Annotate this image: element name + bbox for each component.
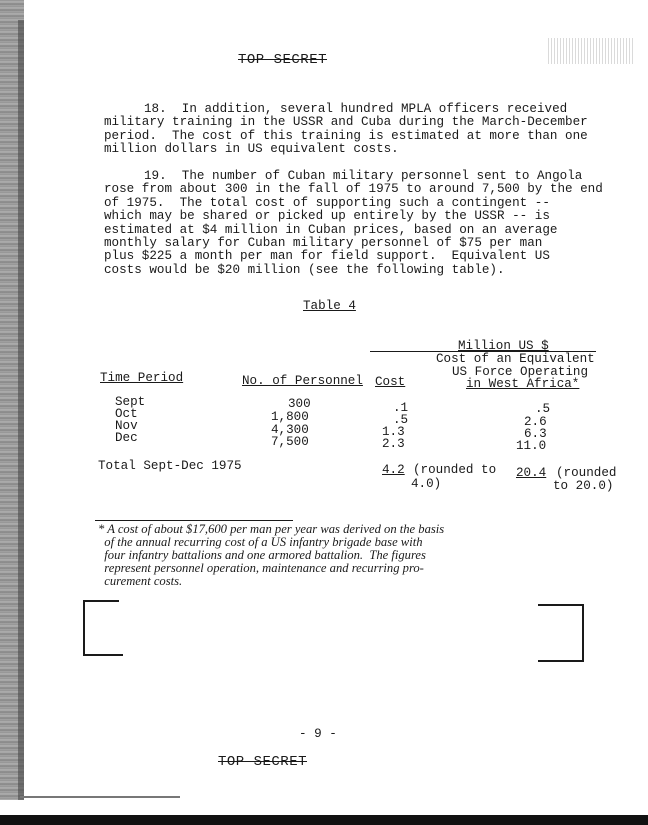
paragraph-line: costs would be $20 million (see the following table). [104, 262, 505, 277]
total-cost-note: (rounded to [413, 463, 497, 477]
row-period: Dec [115, 431, 138, 445]
scan-edge-line [20, 796, 180, 798]
footnote-line: curement costs. [98, 574, 183, 588]
paragraph-line: million dollars in US equivalent costs. [104, 142, 399, 157]
footnote-line: four infantry battalions and one armored battalion. The figures [98, 548, 426, 562]
scan-noise [548, 38, 634, 64]
scan-bottom-border [0, 815, 648, 825]
row-cost: 2.3 [382, 437, 405, 451]
row-equivalent: 11.0 [516, 439, 547, 453]
row-equivalent: 6.3 [524, 427, 547, 441]
paragraph-line: 19. The number of Cuban military personnel sent to Angola [144, 169, 583, 183]
paragraph-line: monthly salary for Cuban military personnel of $75 per man [104, 236, 543, 251]
row-cost: .5 [393, 413, 409, 427]
paragraph-line: of 1975. The total cost of supporting such a contingent -- [104, 195, 550, 210]
row-cost: 1.3 [382, 425, 405, 439]
column-header-equivalent: Cost of an Equivalent [436, 352, 595, 366]
row-personnel: 7,500 [271, 435, 309, 449]
paragraph-18 [104, 103, 594, 157]
row-personnel: 4,300 [271, 423, 309, 437]
paragraph-19 [104, 169, 603, 277]
group-header: Million US $ [458, 339, 549, 353]
footnote-line: of the annual recurring cost of a US infantry brigade base with [98, 535, 423, 549]
row-period: Oct [115, 407, 138, 421]
paragraph-line: period. The cost of this training is estimated at more than one [104, 128, 588, 143]
paragraph-line: estimated at $4 million in Cuban prices, based on an average [104, 222, 558, 237]
footnote-line: represent personnel operation, maintenance and recurring pro- [98, 561, 424, 575]
row-personnel: 300 [288, 397, 311, 411]
column-header-equivalent: in West Africa* [466, 377, 580, 391]
footnote-line: * A cost of about $17,600 per man per year was derived on the basis [98, 522, 445, 536]
row-cost: .1 [393, 401, 409, 415]
row-period: Sept [115, 395, 146, 409]
table-title: Table 4 [303, 299, 356, 313]
column-header-equivalent: US Force Operating [452, 365, 589, 379]
paragraph-line: 18. In addition, several hundred MPLA officers received [144, 102, 568, 116]
row-personnel: 1,800 [271, 410, 309, 424]
scan-edge-shadow-inner [18, 20, 24, 800]
total-label: Total Sept-Dec 1975 [98, 459, 242, 473]
total-equivalent-note: to 20.0) [553, 479, 614, 493]
row-equivalent: .5 [535, 402, 551, 416]
paragraph-line: which may be shared or picked up entirely by the USSR -- is [104, 209, 550, 224]
total-cost-note: 4.0) [411, 477, 442, 491]
row-period: Nov [115, 419, 138, 433]
redaction-bracket-bottom-right [538, 614, 584, 662]
footnote-rule [95, 520, 293, 521]
redaction-bracket-bottom-left [83, 604, 123, 656]
paragraph-line: plus $225 a month per man for field support. Equivalent US [104, 249, 550, 264]
total-equivalent-note: (rounded [556, 466, 617, 480]
header-classification: TOP SECRET [238, 52, 328, 68]
paragraph-line: military training in the USSR and Cuba during the March-December [104, 115, 588, 130]
column-header-time-period: Time Period [100, 371, 184, 385]
total-equivalent: 20.4 [516, 466, 547, 480]
row-equivalent: 2.6 [524, 415, 547, 429]
total-cost: 4.2 [382, 463, 405, 477]
column-header-cost: Cost [375, 375, 406, 389]
footnote [98, 523, 608, 588]
column-header-personnel: No. of Personnel [242, 374, 363, 388]
paragraph-line: rose from about 300 in the fall of 1975 to around 7,500 by the end [104, 182, 603, 197]
footer-classification: TOP SECRET [218, 754, 308, 770]
page-number: - 9 - [299, 727, 337, 741]
